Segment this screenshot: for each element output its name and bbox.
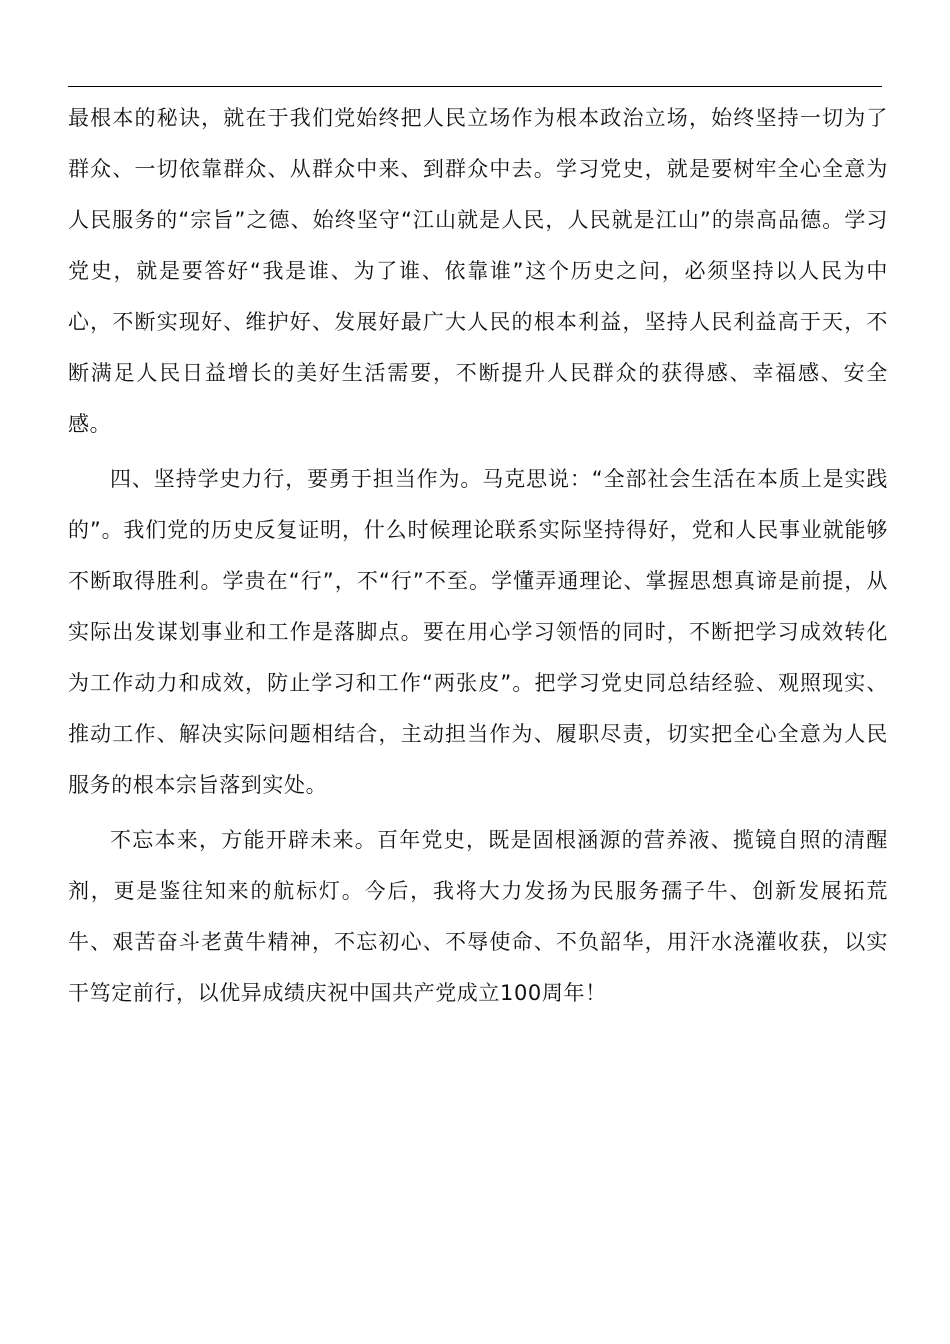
paragraph-2: 四、坚持学史力行，要勇于担当作为。马克思说：“全部社会生活在本质上是实践的”。我们党的历史反复证明，什么时候理论联系实际坚持得好，党和人民事业就能够不断取得胜利。学贵在“行”，不“行”不至。学懂弄通理论、掌握思想真谛是前提，从实际出发谋划事业和工作是落脚点。要在用心学习领悟的同时，不断把学习成效转化为工作动力和成效，防止学习和工作“两张皮”。把学习党史同总结经验、观照现实、推动工作、解决实际问题相结合，主动担当作为、履职尽责，切实把全心全意为人民服务的根本宗旨落到实处。 <box>68 467 888 797</box>
body-text <box>68 93 888 1019</box>
paragraph-1: 最根本的秘诀，就在于我们党始终把人民立场作为根本政治立场，始终坚持一切为了群众、一切依靠群众、从群众中来、到群众中去。学习党史，就是要树牢全心全意为人民服务的“宗旨”之德、始终坚守“江山就是人民，人民就是江山”的崇高品德。学习党史，就是要答好“我是谁、为了谁、依靠谁”这个历史之问，必须坚持以人民为中心，不断实现好、维护好、发展好最广大人民的根本利益，坚持人民利益高于天，不断满足人民日益增长的美好生活需要，不断提升人民群众的获得感、幸福感、安全感。 <box>68 106 888 436</box>
header-rule <box>68 86 882 87</box>
paragraph-3: 不忘本来，方能开辟未来。百年党史，既是固根涵源的营养液、揽镜自照的清醒剂，更是鉴往知来的航标灯。今后，我将大力发扬为民服务孺子牛、创新发展拓荒牛、艰苦奋斗老黄牛精神，不忘初心、不辱使命、不负韶华，用汗水浇灌收获，以实干笃定前行，以优异成绩庆祝中国共产党成立100周年！ <box>68 828 888 1005</box>
